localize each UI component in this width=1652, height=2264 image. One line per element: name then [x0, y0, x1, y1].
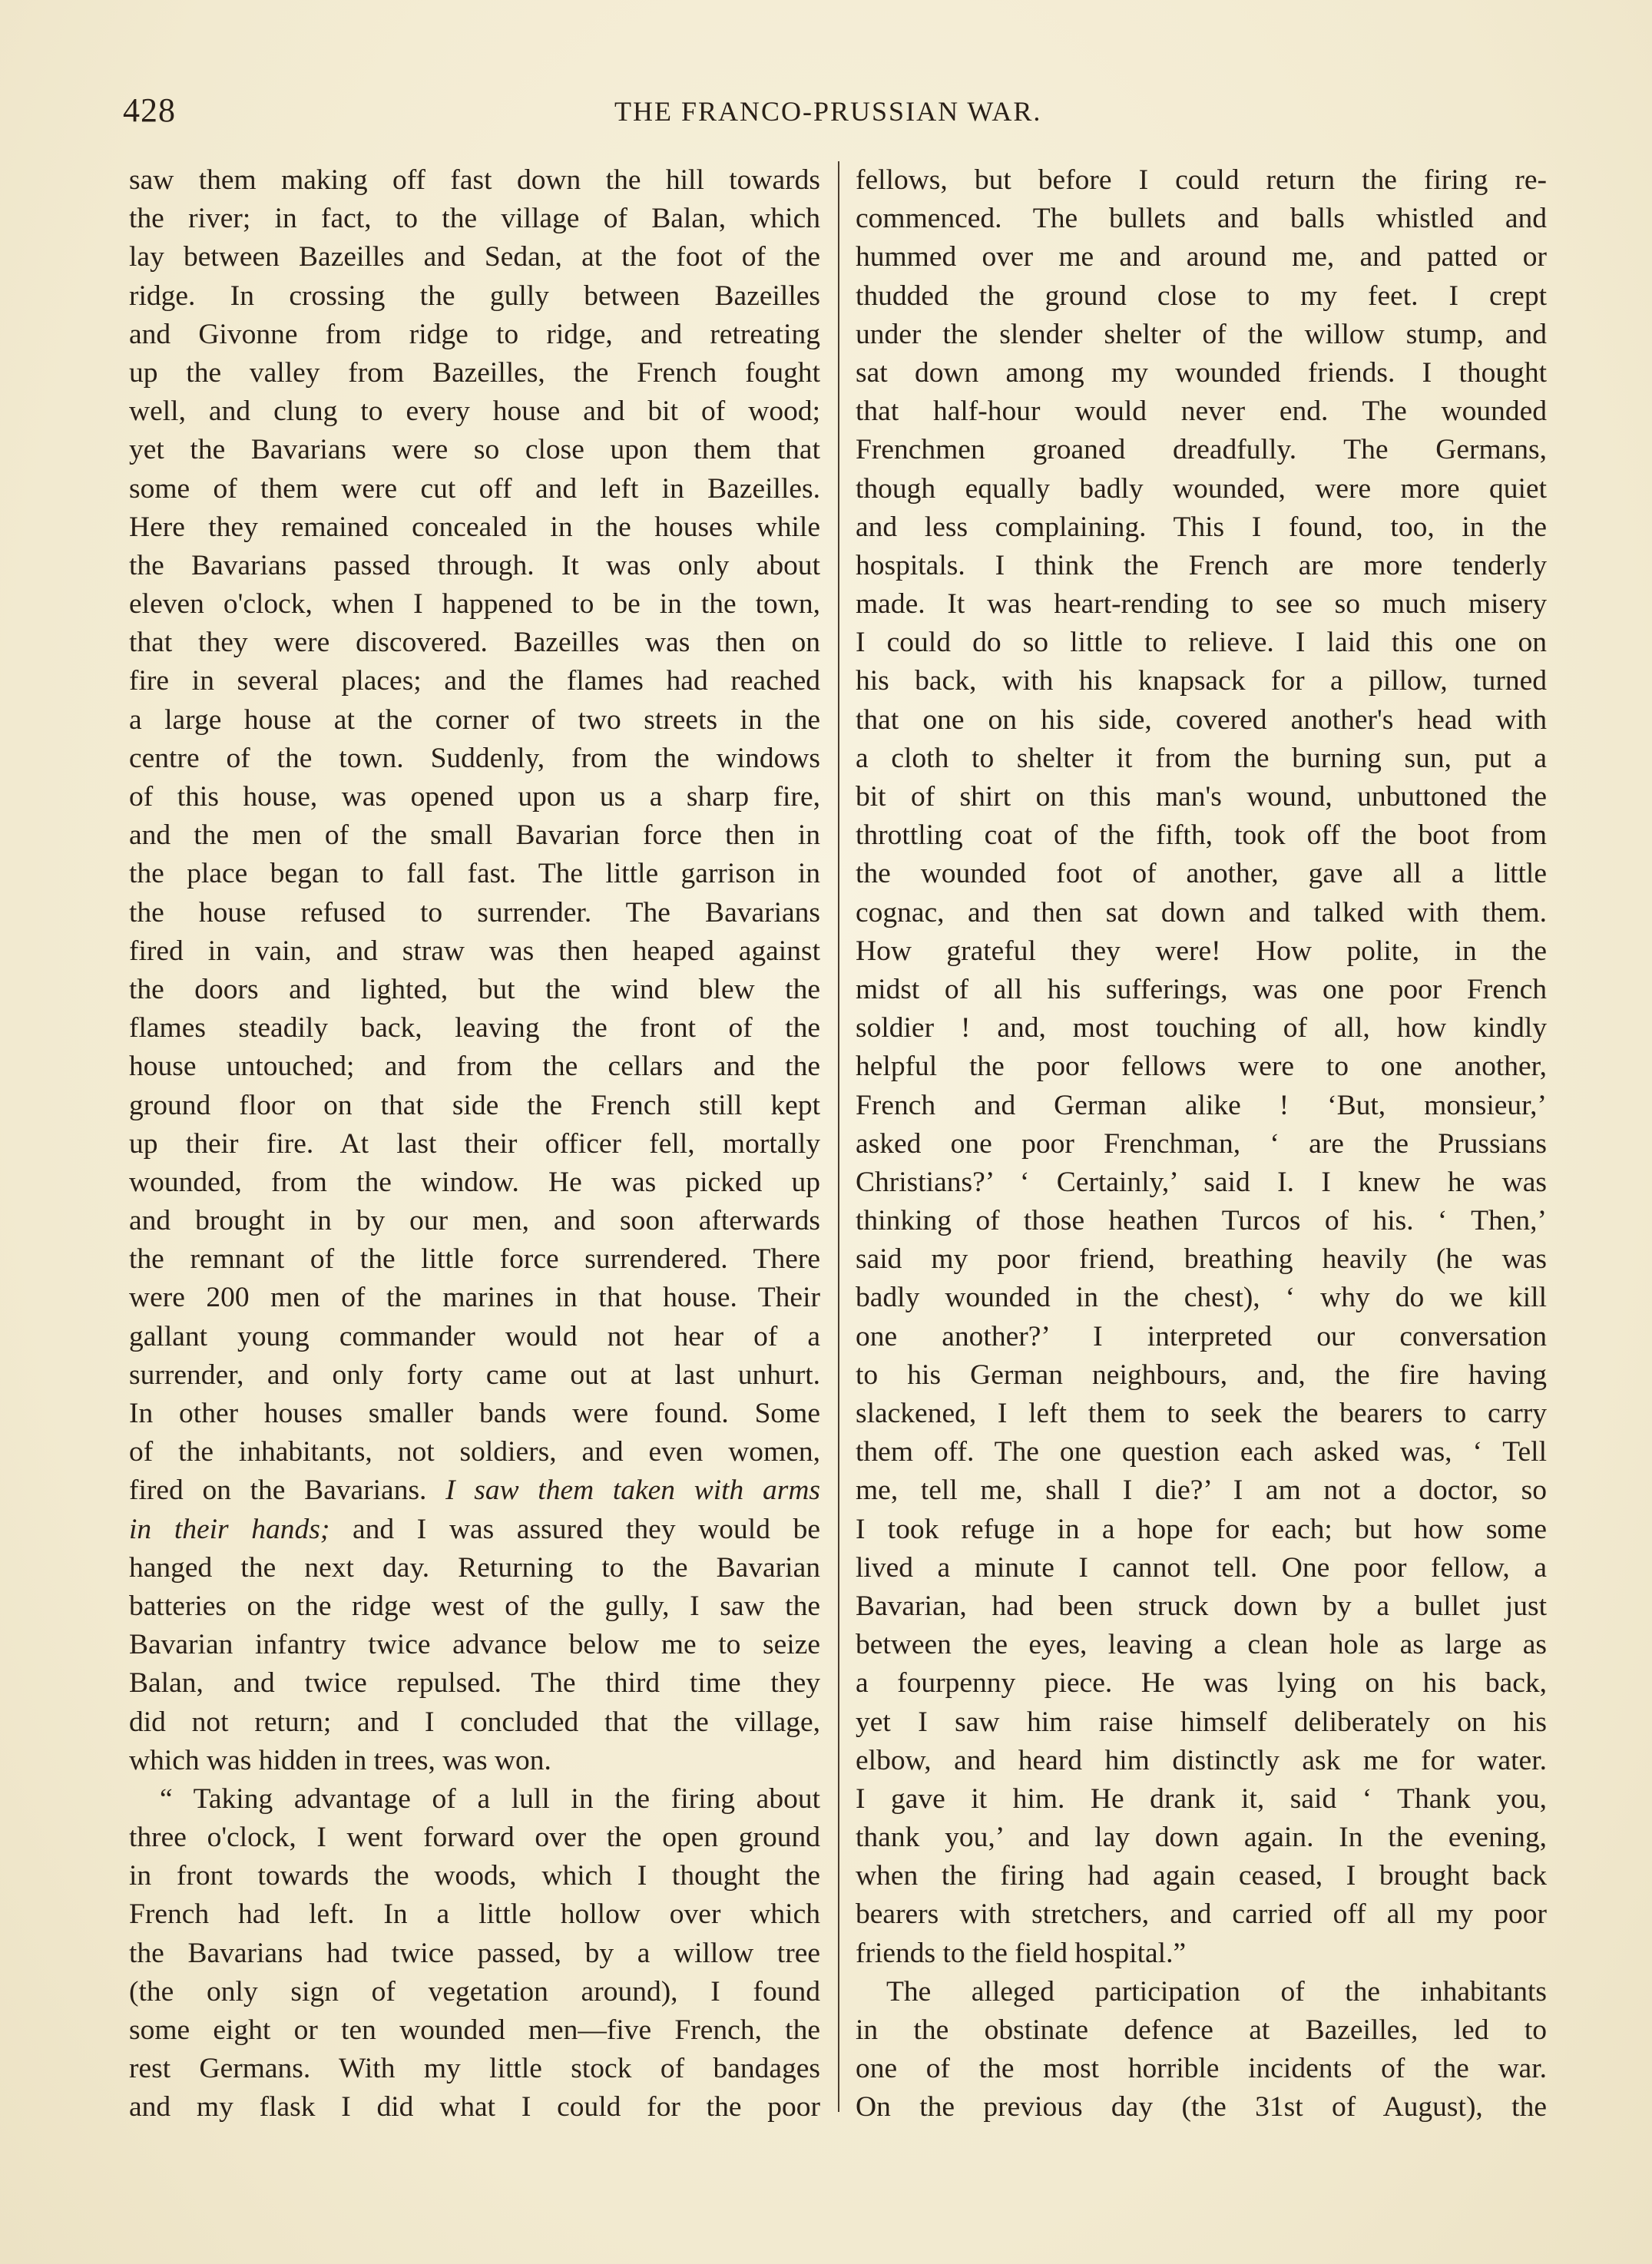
text-line: Bavarian infantry twice advance below me to seize	[129, 1629, 820, 1661]
right-column-lines	[856, 161, 1547, 1973]
text-line: between the eyes, leaving a clean hole as large as	[856, 1629, 1547, 1661]
text-line: the river; in fact, to the village of Balan, which	[129, 203, 820, 235]
text-line: sat down among my wounded friends. I thought	[856, 356, 1547, 389]
text-line: thank you,’ and lay down again. In the evening,	[856, 1822, 1547, 1854]
text-line: bit of shirt on this man's wound, unbuttoned the	[856, 781, 1547, 813]
text-line: the house refused to surrender. The Bavarians	[129, 896, 820, 928]
text-line: helpful the poor fellows were to one another,	[856, 1051, 1547, 1083]
text-line: some of them were cut off and left in Bazeilles.	[129, 472, 820, 505]
text-line: ridge. In crossing the gully between Bazeilles	[129, 280, 820, 312]
text-line: I gave it him. He drank it, said ‘ Thank you,	[856, 1782, 1547, 1815]
text-line: some eight or ten wounded men—five French, the	[129, 2014, 820, 2046]
text-line: yet the Bavarians were so close upon them that	[129, 434, 820, 466]
text-line-segment: and I was assured they would be	[329, 1513, 820, 1545]
left-column-paragraph-2	[129, 1780, 820, 2127]
text-line: The alleged participation of the inhabitants	[886, 1975, 1547, 2007]
text-line: that one on his side, covered another's head with	[856, 703, 1547, 736]
left-column-lines	[129, 161, 820, 1471]
text-line: soldier ! and, most touching of all, how kindly	[856, 1012, 1547, 1044]
text-line: eleven o'clock, when I happened to be in the town,	[129, 588, 820, 621]
text-line: slackened, I left them to seek the bearers to carry	[856, 1398, 1547, 1429]
column-divider	[838, 161, 839, 2112]
text-line: On the previous day (the 31st of August), the	[856, 2091, 1547, 2123]
running-title: THE FRANCO-PRUSSIAN WAR.	[614, 96, 1042, 127]
text-line: which was hidden in trees, was won.	[129, 1744, 551, 1776]
text-line: the remnant of the little force surrendered. There	[129, 1243, 820, 1276]
text-line: thinking of those heathen Turcos of his. ‘ Then,’	[856, 1205, 1547, 1237]
text-line: rest Germans. With my little stock of bandages	[129, 2053, 820, 2085]
text-line: badly wounded in the chest), ‘ why do we kill	[856, 1282, 1547, 1314]
text-line: the Bavarians had twice passed, by a willow tree	[129, 1937, 820, 1969]
text-line: surrender, and only forty came out at last unhurt.	[129, 1359, 820, 1391]
text-line: lived a minute I cannot tell. One poor fellow, a	[856, 1551, 1547, 1584]
text-line: commenced. The bullets and balls whistled and	[856, 203, 1547, 235]
text-line: the Bavarians passed through. It was only about	[129, 549, 820, 581]
text-line: the place began to fall fast. The little garrison in	[129, 858, 820, 890]
text-line: I could do so little to relieve. I laid this one on	[856, 627, 1547, 659]
text-line: I took refuge in a hope for each; but how some	[856, 1513, 1547, 1545]
text-line: fire in several places; and the flames had reached	[129, 665, 820, 697]
text-line: one of the most horrible incidents of the war.	[856, 2053, 1547, 2085]
text-line: wounded, from the window. He was picked up	[129, 1166, 820, 1198]
text-line: throttling coat of the fifth, took off the boot from	[856, 819, 1547, 852]
right-column	[856, 161, 1547, 2127]
text-line: three o'clock, I went forward over the open ground	[129, 1822, 820, 1854]
text-line: of the inhabitants, not soldiers, and even women,	[129, 1436, 820, 1468]
text-line: elbow, and heard him distinctly ask me for water.	[856, 1744, 1547, 1776]
text-line: the wounded foot of another, gave all a little	[856, 858, 1547, 890]
left-column	[129, 161, 820, 2127]
text-line: in the obstinate defence at Bazeilles, led to	[856, 2014, 1547, 2046]
text-line: did not return; and I concluded that the village,	[129, 1706, 820, 1738]
text-line: midst of all his sufferings, was one poor French	[856, 973, 1547, 1005]
left-column-tail	[129, 1549, 820, 1780]
text-line: hanged the next day. Returning to the Bavarian	[129, 1551, 820, 1584]
text-line: that half-hour would never end. The wounded	[856, 396, 1547, 428]
text-line: under the slender shelter of the willow stump, and	[856, 318, 1547, 350]
text-line: were 200 men of the marines in that house. Their	[129, 1282, 820, 1314]
text-line: and Givonne from ridge to ridge, and retreating	[129, 318, 820, 350]
text-line: Christians?’ ‘ Certainly,’ said I. I knew he was	[856, 1166, 1547, 1198]
text-line: flames steadily back, leaving the front of the	[129, 1012, 820, 1044]
text-line: French and German alike ! ‘But, monsieur,’	[856, 1089, 1547, 1121]
page-number: 428	[123, 91, 176, 129]
text-line: well, and clung to every house and bit of wood;	[129, 396, 820, 428]
text-line: when the firing had again ceased, I brought back	[856, 1860, 1547, 1892]
text-line: fired in vain, and straw was then heaped against	[129, 935, 820, 967]
text-line: gallant young commander would not hear of a	[129, 1320, 820, 1352]
text-line-segment: fired on the Bavarians.	[129, 1475, 446, 1507]
text-line: In other houses smaller bands were found. Some	[129, 1398, 820, 1429]
text-line: and less complaining. This I found, too, in the	[856, 511, 1547, 543]
text-line: ground floor on that side the French still kept	[129, 1089, 820, 1121]
text-line: thudded the ground close to my feet. I crept	[856, 280, 1547, 312]
text-line: (the only sign of vegetation around), I found	[129, 1975, 820, 2007]
text-line: Balan, and twice repulsed. The third time they	[129, 1667, 820, 1700]
text-line: his back, with his knapsack for a pillow, turned	[856, 665, 1547, 697]
text-line: and the men of the small Bavarian force then in	[129, 819, 820, 852]
text-line: cognac, and then sat down and talked with them.	[856, 896, 1547, 928]
text-line: asked one poor Frenchman, ‘ are the Prussians	[856, 1127, 1547, 1160]
text-line: friends to the field hospital.”	[856, 1937, 1187, 1969]
text-line: me, tell me, shall I die?’ I am not a doctor, so	[856, 1475, 1547, 1507]
text-line: the doors and lighted, but the wind blew the	[129, 973, 820, 1005]
text-line: that they were discovered. Bazeilles was then on	[129, 627, 820, 659]
text-line: saw them making off fast down the hill towards	[129, 164, 820, 196]
text-line: bearers with stretchers, and carried off all my poor	[856, 1898, 1547, 1931]
text-line: of this house, was opened upon us a sharp fire,	[129, 781, 820, 813]
text-line: said my poor friend, breathing heavily (he was	[856, 1243, 1547, 1276]
text-line	[129, 1471, 820, 1510]
text-line: made. It was heart-rending to see so much misery	[856, 588, 1547, 621]
text-line: to his German neighbours, and, the fire having	[856, 1359, 1547, 1391]
text-line: up the valley from Bazeilles, the French fought	[129, 356, 820, 389]
text-line: up their fire. At last their officer fell, mortally	[129, 1127, 820, 1160]
right-column-paragraph-2	[856, 1973, 1547, 2127]
text-line: a cloth to shelter it from the burning sun, put a	[856, 742, 1547, 774]
text-line: How grateful they were! How polite, in the	[856, 935, 1547, 967]
text-line: them off. The one question each asked was, ‘ Tell	[856, 1436, 1547, 1468]
italic-quote: I saw them taken with arms	[445, 1475, 820, 1507]
text-line: centre of the town. Suddenly, from the windows	[129, 742, 820, 774]
page-header	[123, 91, 1551, 137]
text-line: though equally badly wounded, were more quiet	[856, 472, 1547, 505]
text-line: a large house at the corner of two streets in the	[129, 703, 820, 736]
text-line: French had left. In a little hollow over which	[129, 1898, 820, 1931]
text-line: and my flask I did what I could for the poor	[129, 2091, 820, 2123]
text-line: Bavarian, had been struck down by a bullet just	[856, 1590, 1547, 1622]
text-line: and brought in by our men, and soon afterwards	[129, 1205, 820, 1237]
text-line: fellows, but before I could return the firing re-	[856, 164, 1547, 196]
text-line: hummed over me and around me, and patted or	[856, 241, 1547, 273]
text-line: lay between Bazeilles and Sedan, at the foot of the	[129, 241, 820, 273]
text-line: Frenchmen groaned dreadfully. The Germans,	[856, 434, 1547, 466]
italic-quote: in their hands;	[129, 1513, 330, 1545]
text-line: Here they remained concealed in the houses while	[129, 511, 820, 543]
text-line: in front towards the woods, which I thought the	[129, 1860, 820, 1892]
text-line: one another?’ I interpreted our conversation	[856, 1320, 1547, 1352]
text-line: batteries on the ridge west of the gully, I saw the	[129, 1590, 820, 1622]
text-line: house untouched; and from the cellars and the	[129, 1051, 820, 1083]
text-line: yet I saw him raise himself deliberately on his	[856, 1706, 1547, 1738]
text-line	[129, 1511, 820, 1549]
text-line: a fourpenny piece. He was lying on his back,	[856, 1667, 1547, 1700]
text-line: “ Taking advantage of a lull in the firing about	[160, 1782, 820, 1815]
text-line: hospitals. I think the French are more tenderly	[856, 549, 1547, 581]
